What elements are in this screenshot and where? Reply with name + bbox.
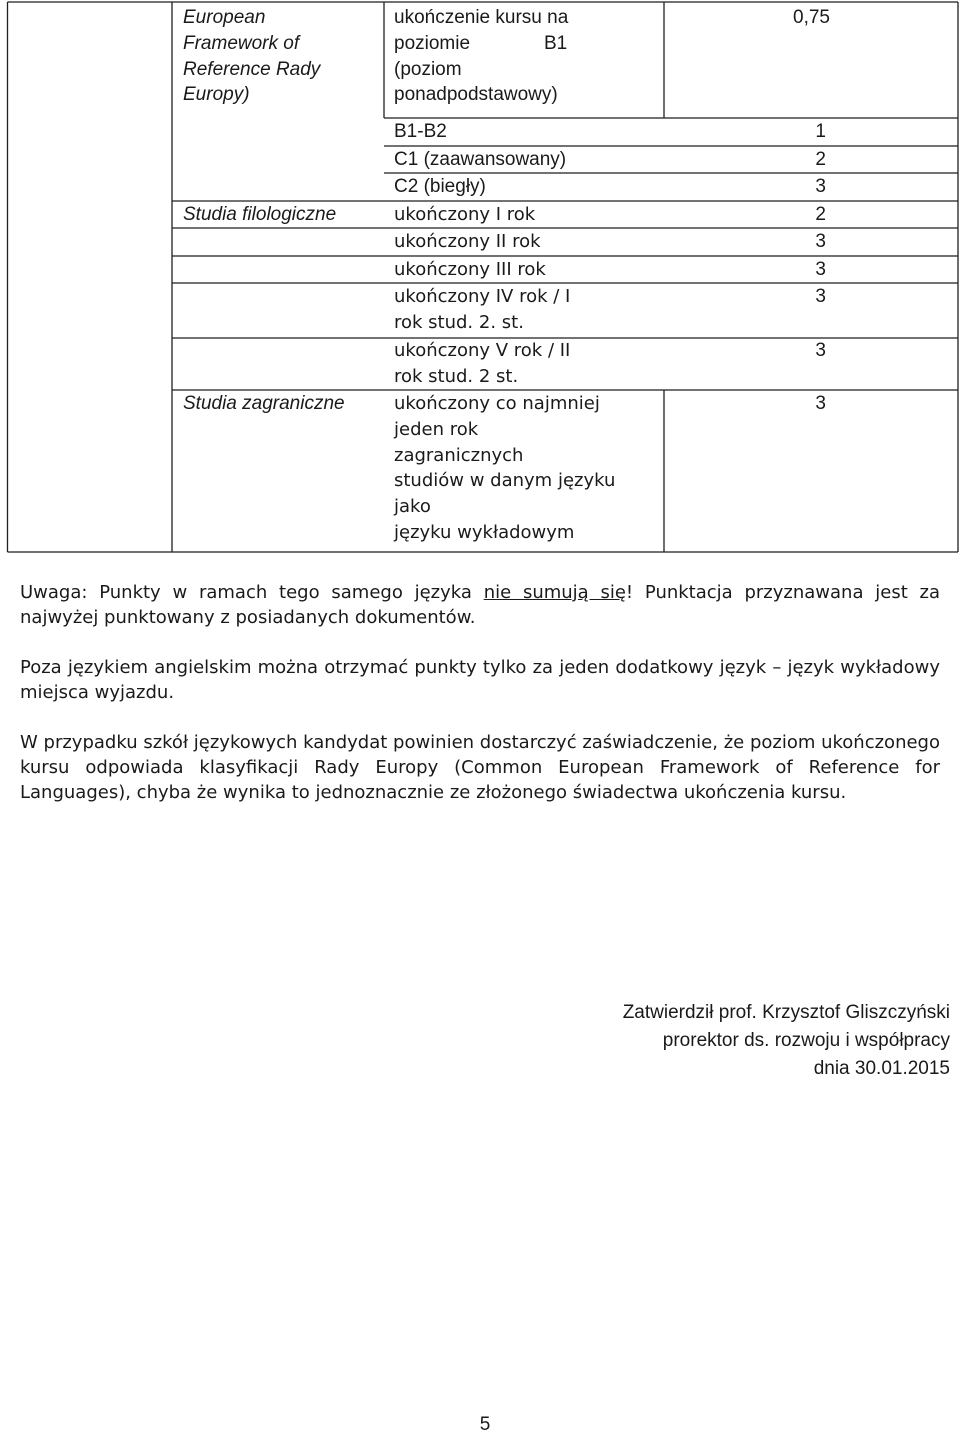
points-cell: 0,75 (793, 7, 830, 28)
points-cell: 3 (815, 340, 826, 361)
note-underlined-text: nie sumują się (483, 582, 626, 603)
description-cell: ukończony II rok (394, 231, 541, 252)
note-uwaga (20, 580, 940, 630)
description-cell: ukończony I rok (394, 204, 536, 225)
description-cell (394, 391, 615, 546)
category-line: Framework of (183, 32, 300, 54)
category-line: Reference Rady (183, 58, 321, 80)
note-text: Uwaga: Punkty w ramach tego samego języka (20, 582, 484, 603)
points-cell: 3 (815, 286, 826, 307)
description-line: ukończony IV rok / I (394, 286, 571, 307)
signature-role: prorektor ds. rozwoju i współpracy (662, 1030, 950, 1051)
points-cell: 3 (815, 176, 826, 197)
description-cell: C1 (zaawansowany) (394, 149, 567, 170)
description-line: studiów w danym języku (394, 470, 616, 492)
description-cell (394, 338, 570, 390)
description-line: ukończony co najmniej (394, 393, 600, 414)
points-cell: 3 (815, 393, 826, 414)
note-poza: Poza językiem angielskim można otrzymać punkty tylko za jeden dodatkowy język – język wykładowy miejsca wyjazdu. (20, 657, 940, 703)
points-cell: 3 (815, 231, 826, 252)
points-cell: 1 (815, 121, 826, 142)
description-line: jako (394, 496, 431, 518)
signature-approver: Zatwierdził prof. Krzysztof Gliszczyński (622, 1002, 950, 1023)
description-cell (394, 284, 570, 336)
category-line: European (183, 7, 266, 28)
description-line: ukończony V rok / II (394, 340, 571, 361)
description-line: jeden rok (394, 418, 479, 440)
points-cell: 3 (815, 259, 826, 280)
note-text: ! Punktacja przyznawana jest za najwyżej punktowany z posiadanych dokumentów. (20, 582, 940, 628)
category-cell (183, 5, 320, 108)
description-line: (poziom (394, 58, 462, 80)
signature-date: dnia 30.01.2015 (813, 1058, 950, 1079)
description-cell: C2 (biegły) (394, 176, 486, 197)
description-line: poziomie B1 (394, 32, 568, 54)
description-line: rok stud. 2 st. (394, 365, 519, 387)
category-line: Europy) (183, 84, 250, 106)
points-cell: 2 (815, 204, 826, 225)
signature-block (623, 999, 950, 1083)
category-cell: Studia zagraniczne (183, 393, 345, 414)
description-line: rok stud. 2. st. (394, 311, 524, 333)
description-cell: ukończony III rok (394, 259, 546, 280)
description-line: zagranicznych (394, 444, 524, 466)
description-line: ukończenie kursu na (394, 7, 569, 28)
page-number: 5 (479, 1414, 491, 1435)
description-line: języku wykładowym (394, 521, 575, 543)
note-w-przypadku: W przypadku szkół językowych kandydat powinien dostarczyć zaświadczenie, że poziom ukończonego kursu odpowiada klasyfikacji Rady Europy (Common European Framework of Reference for Languages), chyba że wynika to jednoznacznie ze złożonego świadectwa ukończenia kursu. (20, 732, 940, 803)
points-table (0, 0, 960, 556)
description-cell (394, 5, 568, 108)
description-cell: B1-B2 (394, 121, 447, 142)
points-cell: 2 (815, 149, 826, 170)
description-line: ponadpodstawowy) (394, 84, 558, 106)
category-cell: Studia filologiczne (183, 204, 337, 225)
